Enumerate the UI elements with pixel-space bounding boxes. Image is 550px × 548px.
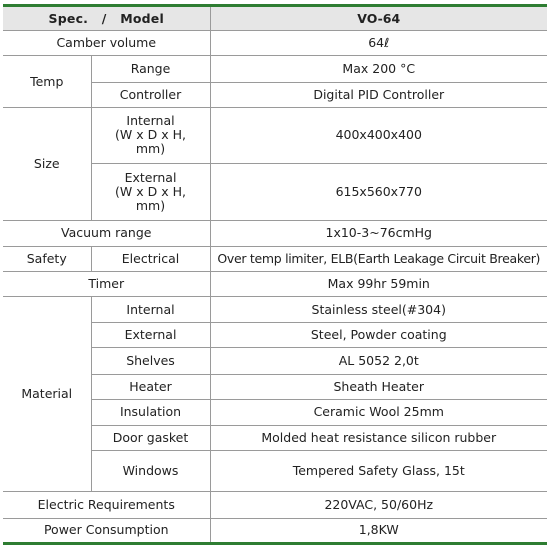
vacuum-range-label: Vacuum range bbox=[3, 220, 210, 246]
table-row bbox=[3, 246, 547, 271]
temp-range-label: Range bbox=[91, 56, 210, 82]
safety-electrical-label: Electrical bbox=[91, 246, 210, 271]
model-header: VO-64 bbox=[210, 6, 547, 31]
table-row bbox=[3, 297, 547, 323]
size-label: Size bbox=[3, 107, 91, 220]
material-external-value: Steel, Powder coating bbox=[210, 323, 547, 348]
material-insulation-value: Ceramic Wool 25mm bbox=[210, 399, 547, 425]
material-shelves-value: AL 5052 2,0t bbox=[210, 348, 547, 374]
chamber-volume-label: Camber volume bbox=[3, 31, 210, 56]
safety-label: Safety bbox=[3, 246, 91, 271]
electric-requirements-value: 220VAC, 50/60Hz bbox=[210, 492, 547, 518]
size-internal-label: Internal (W x D x H, mm) bbox=[91, 107, 210, 163]
material-shelves-label: Shelves bbox=[91, 348, 210, 374]
material-label: Material bbox=[3, 297, 91, 492]
material-external-label: External bbox=[91, 323, 210, 348]
material-windows-value: Tempered Safety Glass, 15t bbox=[210, 451, 547, 492]
vacuum-range-value: 1x10-3~76cmHg bbox=[210, 220, 547, 246]
table-row bbox=[3, 518, 547, 543]
material-insulation-label: Insulation bbox=[91, 399, 210, 425]
table-row bbox=[3, 220, 547, 246]
power-consumption-value: 1,8KW bbox=[210, 518, 547, 543]
size-external-label: External (W x D x H, mm) bbox=[91, 164, 210, 220]
table-row bbox=[3, 56, 547, 82]
material-windows-label: Windows bbox=[91, 451, 210, 492]
temp-controller-label: Controller bbox=[91, 82, 210, 107]
material-heater-label: Heater bbox=[91, 374, 210, 399]
material-door-gasket-value: Molded heat resistance silicon rubber bbox=[210, 425, 547, 450]
table-row bbox=[3, 492, 547, 518]
electric-requirements-label: Electric Requirements bbox=[3, 492, 210, 518]
temp-controller-value: Digital PID Controller bbox=[210, 82, 547, 107]
timer-value: Max 99hr 59min bbox=[210, 271, 547, 296]
temp-label: Temp bbox=[3, 56, 91, 107]
material-heater-value: Sheath Heater bbox=[210, 374, 547, 399]
header-row bbox=[3, 6, 547, 31]
chamber-volume-value: 64ℓ bbox=[210, 31, 547, 56]
table-row bbox=[3, 31, 547, 56]
table-row bbox=[3, 107, 547, 163]
size-internal-value: 400x400x400 bbox=[210, 107, 547, 163]
temp-range-value: Max 200 °C bbox=[210, 56, 547, 82]
timer-label: Timer bbox=[3, 271, 210, 296]
size-external-value: 615x560x770 bbox=[210, 164, 547, 220]
table-row bbox=[3, 271, 547, 296]
power-consumption-label: Power Consumption bbox=[3, 518, 210, 543]
material-internal-label: Internal bbox=[91, 297, 210, 323]
spec-table bbox=[3, 4, 547, 545]
material-door-gasket-label: Door gasket bbox=[91, 425, 210, 450]
material-internal-value: Stainless steel(#304) bbox=[210, 297, 547, 323]
safety-electrical-value: Over temp limiter, ELB(Earth Leakage Circuit Breaker) bbox=[210, 246, 547, 271]
spec-model-header: Spec. / Model bbox=[3, 6, 210, 31]
